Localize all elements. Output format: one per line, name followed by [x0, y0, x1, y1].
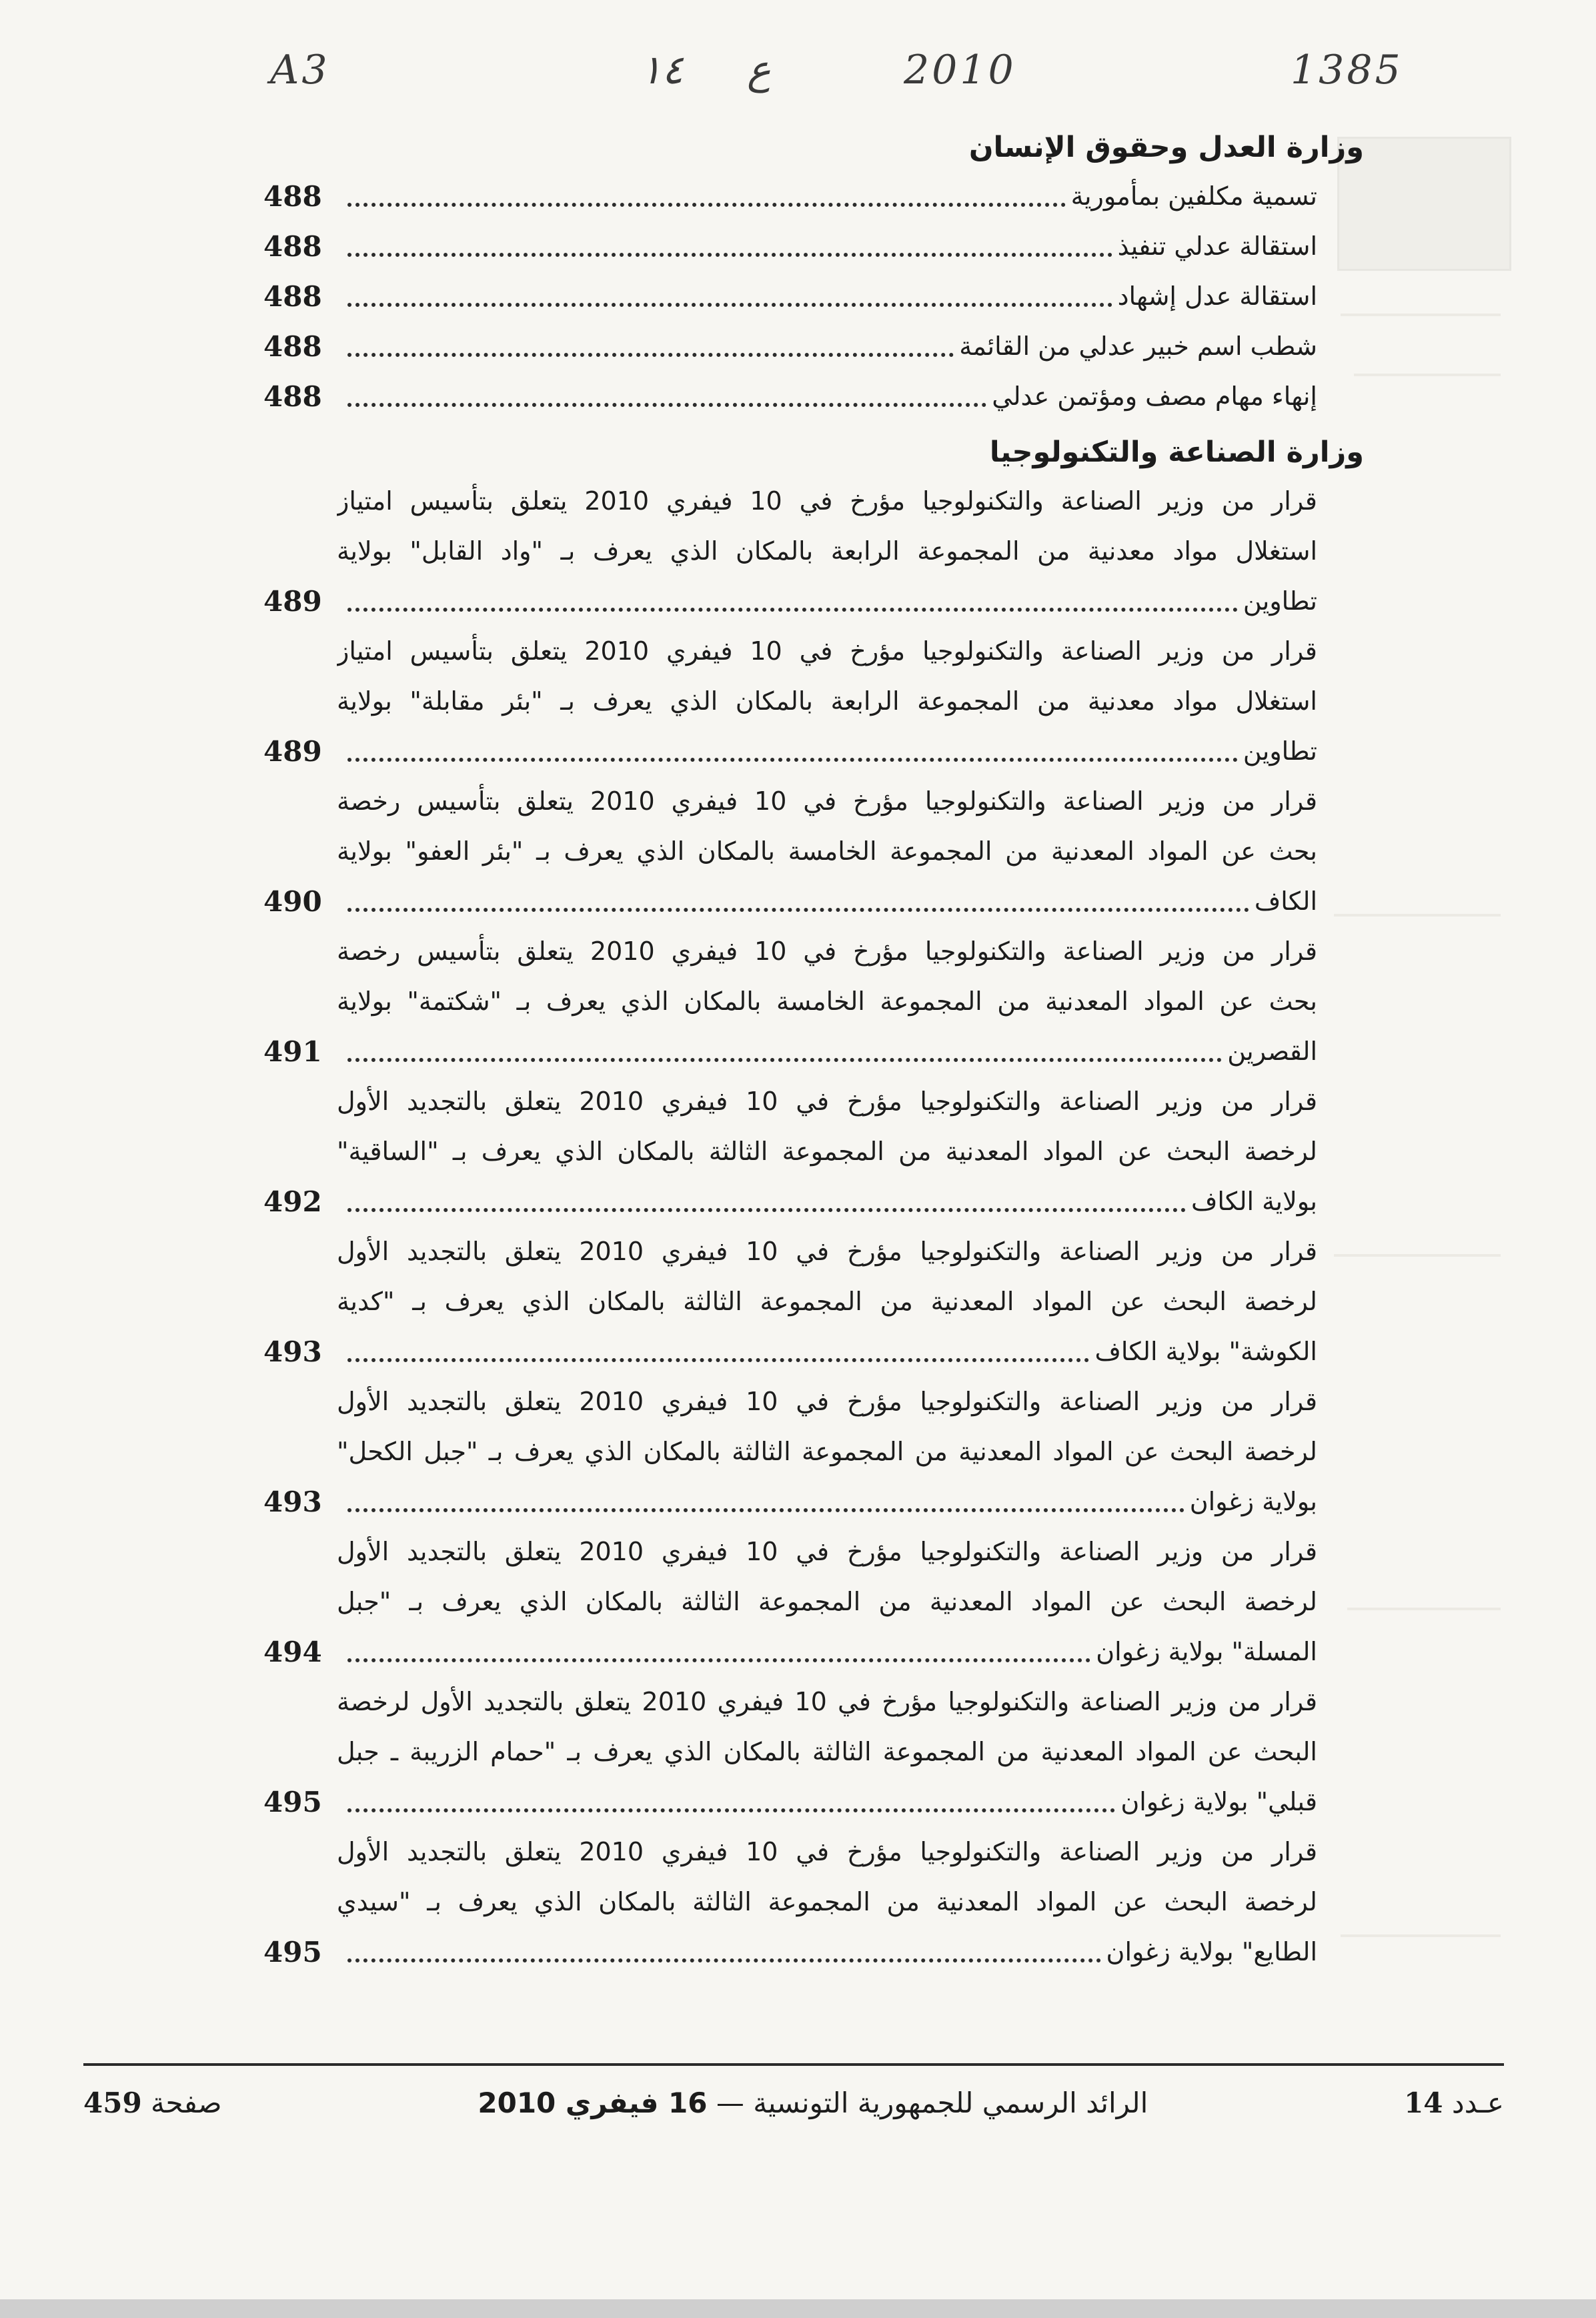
entry-line: قرار من وزير الصناعة والتكنولوجيا مؤرخ في 10 فيفري 2010 يتعلق بالتجديد الأول — [337, 1537, 1317, 1566]
footer-page-value: 459 — [83, 2086, 142, 2119]
handwritten-annotations — [0, 20, 1596, 100]
entry-line: قرار من وزير الصناعة والتكنولوجيا مؤرخ في 10 فيفري 2010 يتعلق بالتجديد الأول — [337, 1237, 1317, 1266]
handwritten-mark-middle-b: ع — [747, 47, 771, 93]
footer-issue — [1404, 2087, 1504, 2119]
page-number: 494 — [263, 1636, 322, 1668]
dot-leader — [347, 403, 986, 407]
toc-entry — [263, 1677, 1317, 1827]
entry-text: استقالة عدل إشهاد — [1117, 281, 1317, 311]
dot-leader — [347, 203, 1066, 207]
dot-leader — [347, 908, 1249, 912]
entry-text: المسلة" بولاية زغوان — [1096, 1637, 1317, 1666]
footer-journal — [478, 2087, 1148, 2119]
entry-line: لرخصة البحث عن المواد المعدنية من المجموعة الثالثة بالمكان الذي يعرف بـ "سيدي — [337, 1887, 1317, 1916]
dot-leader — [347, 1358, 1089, 1362]
entry-text: استقالة عدلي تنفيذ — [1117, 231, 1317, 261]
page-number: 493 — [263, 1335, 322, 1368]
footer-page-number — [83, 2087, 222, 2119]
entry-line: استغلال مواد معدنية من المجموعة الرابعة بالمكان الذي يعرف بـ "واد القابل" بولاية — [337, 536, 1317, 566]
entry-line: لرخصة البحث عن المواد المعدنية من المجموعة الثالثة بالمكان الذي يعرف بـ "جبل — [337, 1587, 1317, 1616]
entry-text: الكوشة" بولاية الكاف — [1094, 1337, 1317, 1366]
toc-entry — [263, 271, 1317, 322]
dot-leader — [347, 353, 954, 357]
footer-journal-date: 16 فيفري 2010 — [478, 2086, 708, 2119]
dot-leader — [347, 1808, 1115, 1812]
toc-entry-last-line — [263, 1627, 1317, 1677]
dot-leader — [347, 1058, 1222, 1062]
entry-line: استغلال مواد معدنية من المجموعة الرابعة بالمكان الذي يعرف بـ "بئر مقابلة" بولاية — [337, 686, 1317, 716]
dot-leader — [347, 1958, 1101, 1962]
entry-text: الكاف — [1254, 887, 1317, 916]
page-number: 491 — [263, 1035, 322, 1068]
section-title: وزارة العدل وحقوق الإنسان — [968, 131, 1364, 164]
toc-entry-last-line — [263, 1477, 1317, 1527]
toc-entry-last-line — [263, 877, 1317, 927]
entry-text: إنهاء مهام مصف ومؤتمن عدلي — [992, 382, 1317, 411]
page-number: 493 — [263, 1486, 322, 1518]
entry-line: قرار من وزير الصناعة والتكنولوجيا مؤرخ في 10 فيفري 2010 يتعلق بتأسيس رخصة — [337, 786, 1317, 816]
footer-page-label: صفحة — [151, 2086, 222, 2119]
entry-text: القصرين — [1227, 1037, 1317, 1066]
entry-line: لرخصة البحث عن المواد المعدنية من المجموعة الثالثة بالمكان الذي يعرف بـ "الساقية" — [337, 1137, 1317, 1166]
page-number: 489 — [263, 735, 322, 768]
toc-entry-last-line — [263, 576, 1317, 626]
toc-entry — [263, 1827, 1317, 1977]
entry-text: قبلي" بولاية زغوان — [1120, 1787, 1317, 1816]
entry-text: بولاية زغوان — [1189, 1487, 1317, 1516]
dot-leader — [347, 303, 1112, 307]
show-through-line — [1354, 374, 1501, 376]
toc-entry — [263, 626, 1317, 776]
page-number: 488 — [263, 330, 322, 363]
dot-leader — [347, 1658, 1090, 1662]
dot-leader — [347, 1508, 1184, 1512]
footer-journal-title: الرائد الرسمي للجمهورية التونسية — — [716, 2086, 1148, 2119]
toc-entry — [263, 171, 1317, 221]
toc-entry — [263, 322, 1317, 372]
handwritten-mark-right: 1385 — [1291, 47, 1403, 93]
toc-entry — [263, 1377, 1317, 1527]
page-number: 490 — [263, 885, 322, 918]
entry-text: بولاية الكاف — [1191, 1187, 1317, 1216]
handwritten-mark-left: A3 — [270, 47, 330, 93]
show-through-line — [1347, 1608, 1501, 1610]
footer-issue-label: عـدد — [1451, 2086, 1504, 2119]
footer-issue-value: 14 — [1404, 2086, 1443, 2119]
show-through-line — [1341, 1934, 1501, 1937]
entry-line: بحث عن المواد المعدنية من المجموعة الخامسة بالمكان الذي يعرف بـ "شكتمة" بولاية — [337, 987, 1317, 1016]
entry-text: تطاوين — [1243, 586, 1317, 616]
entry-line: قرار من وزير الصناعة والتكنولوجيا مؤرخ في 10 فيفري 2010 يتعلق بالتجديد الأول لرخصة — [337, 1687, 1317, 1716]
table-of-contents — [263, 117, 1364, 1977]
page-number: 488 — [263, 380, 322, 413]
toc-entry — [263, 927, 1317, 1077]
toc-entry-last-line — [263, 726, 1317, 776]
page-number: 488 — [263, 280, 322, 313]
show-through-line — [1341, 314, 1501, 316]
entry-text: تطاوين — [1243, 736, 1317, 766]
entry-text: الطايع" بولاية زغوان — [1106, 1937, 1317, 1966]
page-number: 492 — [263, 1185, 322, 1218]
entry-line: قرار من وزير الصناعة والتكنولوجيا مؤرخ في 10 فيفري 2010 يتعلق بتأسيس امتياز — [337, 636, 1317, 666]
entry-line: قرار من وزير الصناعة والتكنولوجيا مؤرخ في 10 فيفري 2010 يتعلق بالتجديد الأول — [337, 1837, 1317, 1866]
toc-entry — [263, 1077, 1317, 1227]
toc-entry-last-line — [263, 1927, 1317, 1977]
entry-line: قرار من وزير الصناعة والتكنولوجيا مؤرخ في 10 فيفري 2010 يتعلق بالتجديد الأول — [337, 1387, 1317, 1416]
entry-line: لرخصة البحث عن المواد المعدنية من المجموعة الثالثة بالمكان الذي يعرف بـ "جبل الكحل" — [337, 1437, 1317, 1466]
dot-leader — [347, 253, 1112, 257]
dot-leader — [347, 758, 1238, 762]
toc-entry — [263, 372, 1317, 422]
page-footer — [83, 2076, 1504, 2129]
page-number: 495 — [263, 1786, 322, 1818]
toc-entry-last-line — [263, 1177, 1317, 1227]
entry-text: شطب اسم خبير عدلي من القائمة — [959, 332, 1317, 361]
page-number: 488 — [263, 180, 322, 213]
dot-leader — [347, 1208, 1186, 1212]
toc-entry-last-line — [263, 1027, 1317, 1077]
toc-entry-last-line — [263, 1777, 1317, 1827]
entry-line: قرار من وزير الصناعة والتكنولوجيا مؤرخ في 10 فيفري 2010 يتعلق بتأسيس رخصة — [337, 937, 1317, 966]
entry-text: تسمية مكلفين بمأمورية — [1070, 181, 1317, 211]
page-number: 489 — [263, 585, 322, 618]
toc-entry — [263, 221, 1317, 271]
entry-line: قرار من وزير الصناعة والتكنولوجيا مؤرخ في 10 فيفري 2010 يتعلق بتأسيس امتياز — [337, 486, 1317, 516]
entry-line: لرخصة البحث عن المواد المعدنية من المجموعة الثالثة بالمكان الذي يعرف بـ "كدية — [337, 1287, 1317, 1316]
handwritten-mark-middle-a: ١٤ — [640, 47, 684, 93]
dot-leader — [347, 608, 1238, 612]
page-number: 495 — [263, 1936, 322, 1968]
entry-line: البحث عن المواد المعدنية من المجموعة الثالثة بالمكان الذي يعرف بـ "حمام الزريبة ـ جبل — [337, 1737, 1317, 1766]
page-number: 488 — [263, 230, 322, 263]
section-title: وزارة الصناعة والتكنولوجيا — [989, 436, 1364, 469]
toc-entry — [263, 1227, 1317, 1377]
toc-entry — [263, 1527, 1317, 1677]
footer-rule — [83, 2063, 1504, 2066]
toc-entry — [263, 476, 1317, 626]
entry-line: بحث عن المواد المعدنية من المجموعة الخامسة بالمكان الذي يعرف بـ "بئر العفو" بولاية — [337, 836, 1317, 866]
toc-entry — [263, 776, 1317, 927]
handwritten-year: 2010 — [904, 47, 1016, 93]
scan-edge — [0, 2299, 1596, 2318]
entry-line: قرار من وزير الصناعة والتكنولوجيا مؤرخ في 10 فيفري 2010 يتعلق بالتجديد الأول — [337, 1087, 1317, 1116]
toc-entry-last-line — [263, 1327, 1317, 1377]
